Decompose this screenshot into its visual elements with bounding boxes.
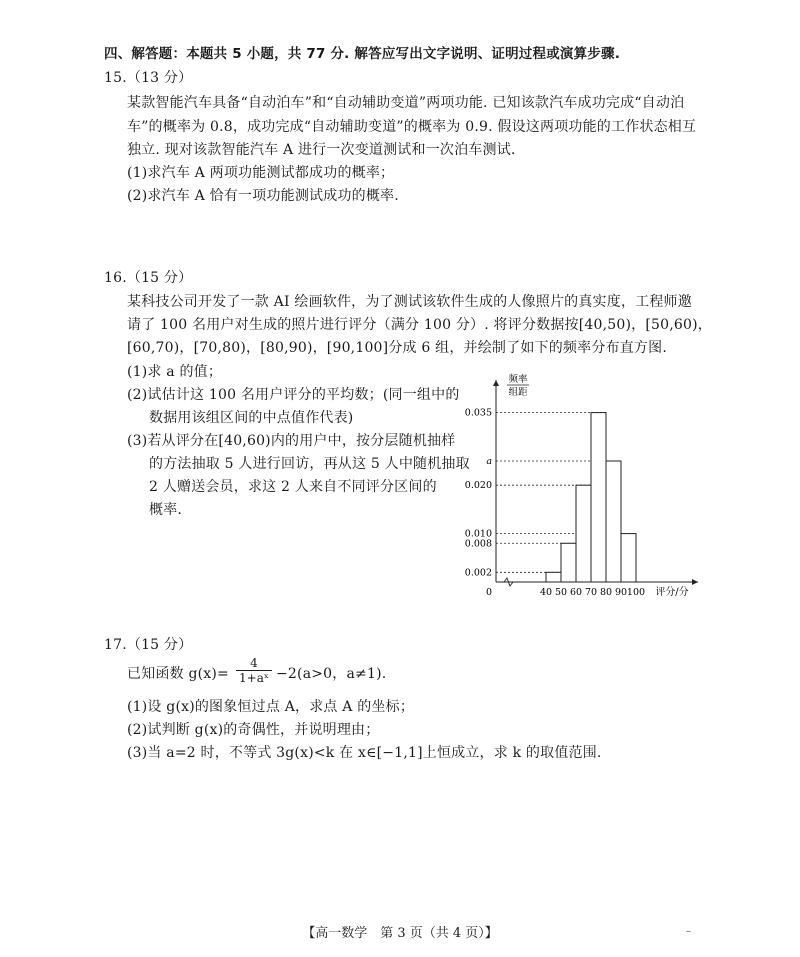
q15-line-2: 车”的概率为 0.8，成功完成“自动辅助变道”的概率为 0.9. 假设这两项功能的工作状态相互 — [127, 119, 697, 135]
q15-line-1: 某款智能汽车具备“自动泊车”和“自动辅助变道”两项功能. 已知该款汽车成功完成“自动泊 — [127, 95, 685, 111]
x-axis-label: 评分/分 — [655, 587, 689, 598]
page-footer: 【高一数学 第 3 页（共 4 页）】 — [302, 926, 498, 941]
x-tick-label: 80 — [599, 587, 613, 598]
q16-part-3-line-1: (3)若从评分在[40,60)内的用户中，按分层随机抽样 — [127, 433, 456, 449]
x-axis-arrow — [692, 579, 698, 585]
histogram-bar — [561, 543, 576, 582]
q16-part-2-line-2: 数据用该组区间的中点值作代表) — [149, 410, 354, 426]
x-tick-label: 60 — [569, 587, 583, 598]
y-tick-label: 0.010 — [464, 528, 492, 540]
corner-mark: – — [686, 926, 691, 937]
y-axis-arrow — [493, 380, 499, 386]
x-tick-label: 70 — [584, 587, 598, 598]
x-tick-label: 90 — [614, 587, 628, 598]
y-tick-label: 0.020 — [464, 480, 492, 492]
x-tick-label: 50 — [554, 587, 568, 598]
y-tick-label: a — [486, 456, 492, 467]
q16-number: 16.（15 分） — [104, 270, 193, 286]
y-axis-label-bottom: 组距 — [508, 387, 528, 398]
frequency-histogram — [460, 370, 720, 610]
q16-part-3-line-2: 的方法抽取 5 人进行回访，再从这 5 人中随机抽取 — [149, 456, 470, 472]
q17-number: 17.（15 分） — [104, 637, 193, 653]
x-tick-label: 40 — [539, 587, 553, 598]
y-tick-label: 0.002 — [464, 567, 492, 579]
histogram-bar — [546, 572, 561, 582]
q15-number: 15.（13 分） — [104, 70, 193, 86]
histogram-bar — [606, 461, 621, 582]
q16-part-3-line-3: 2 人赠送会员，求这 2 人来自不同评分区间的 — [149, 479, 437, 495]
y-axis-label-top: 频率 — [508, 374, 528, 385]
q17-intro-prefix: 已知函数 g(x)= — [127, 666, 229, 682]
y-tick-label: 0.008 — [464, 538, 492, 550]
q17-part-1: (1)设 g(x)的图象恒过点 A，求点 A 的坐标； — [127, 699, 415, 715]
histogram-bar — [576, 485, 591, 582]
q15-part-2: (2)求汽车 A 恰有一项功能测试成功的概率. — [127, 188, 399, 204]
histogram-bar — [621, 534, 636, 582]
q16-line-3: [60,70)，[70,80)，[80,90)，[90,100]分成 6 组，并绘制了如下的频率分布直方图. — [127, 340, 667, 356]
x-tick-label: 100 — [626, 587, 646, 598]
section-heading: 四、解答题：本题共 5 小题，共 77 分. 解答应写出文字说明、证明过程或演算步骤. — [104, 46, 621, 62]
q16-part-2-line-1: (2)试估计这 100 名用户评分的平均数；(同一组中的 — [127, 387, 460, 403]
q17-fraction — [236, 656, 272, 685]
y-tick-label: 0.035 — [464, 407, 492, 419]
q15-line-3: 独立. 现对该款智能汽车 A 进行一次变道测试和一次泊车测试. — [127, 142, 516, 158]
q16-line-2: 请了 100 名用户对生成的照片进行评分（满分 100 分）. 将评分数据按[40,50)，[50,60)， — [127, 317, 712, 333]
q17-part-2: (2)试判断 g(x)的奇偶性，并说明理由； — [127, 722, 380, 738]
q17-part-3: (3)当 a=2 时，不等式 3g(x)<k 在 x∈[−1,1]上恒成立，求 k 的取值范围. — [127, 745, 602, 761]
q17-intro-suffix: −2(a>0，a≠1). — [276, 666, 387, 682]
q17-fraction-numerator: 4 — [236, 656, 272, 671]
q15-part-1: (1)求汽车 A 两项功能测试都成功的概率； — [127, 165, 395, 181]
q16-part-3-line-4: 概率. — [149, 502, 183, 518]
q16-part-1: (1)求 a 的值； — [127, 364, 223, 380]
q17-fraction-denominator: 1+aˣ — [239, 671, 269, 685]
histogram-bar — [591, 413, 606, 582]
q16-line-1: 某科技公司开发了一款 AI 绘画软件，为了测试该软件生成的人像照片的真实度，工程师邀 — [127, 294, 692, 310]
origin-label: 0 — [485, 587, 492, 598]
